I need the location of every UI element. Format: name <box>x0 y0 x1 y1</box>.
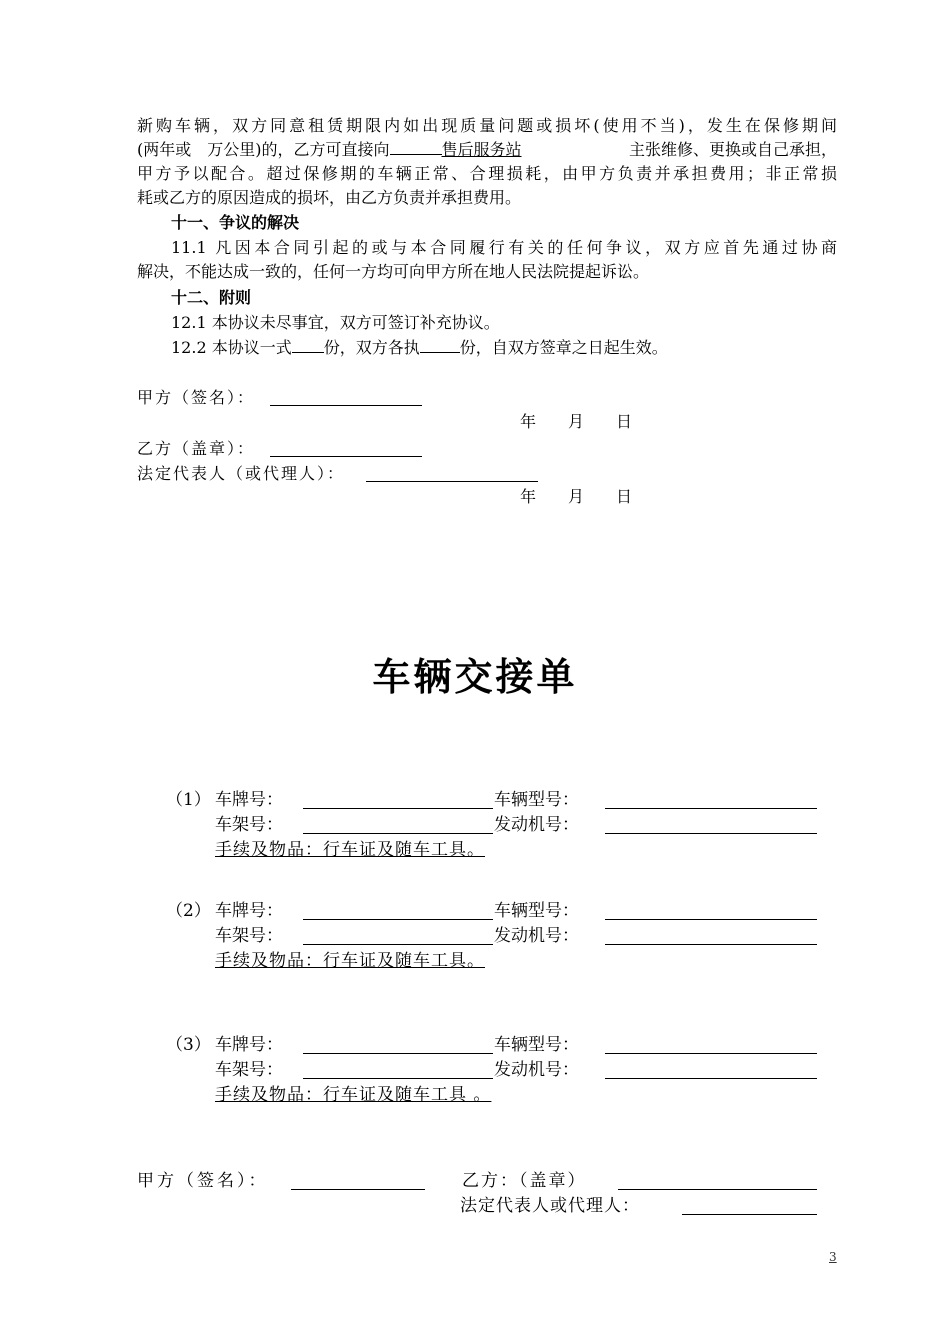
item-3-model-line <box>605 1053 817 1054</box>
handover-party-b-seal-line <box>618 1189 817 1190</box>
section-12-2-mid: 份，双方各执 <box>323 338 420 357</box>
contract-date-1: 年 月 日 <box>520 412 633 431</box>
section-11-1-line-1: 11.1 凡因本合同引起的或与本合同履行有关的任何争议，双方应首先通过协商 <box>171 238 837 257</box>
item-3-engine-label: 发动机号： <box>494 1060 579 1080</box>
handover-party-a-signature-line <box>291 1189 425 1190</box>
section-12-heading: 十二、附则 <box>171 288 252 307</box>
page-number: 3 <box>829 1250 837 1264</box>
item-1-docs: 手续及物品：行车证及随车工具。 <box>215 840 485 860</box>
item-2-model-label: 车辆型号： <box>494 901 579 921</box>
item-1-engine-label: 发动机号： <box>494 815 579 835</box>
item-1-model-line <box>605 808 817 809</box>
warranty-line-2-pre: (两年或 万公里)的，乙方可直接向 <box>137 140 390 159</box>
item-2-plate-label: 车牌号： <box>215 901 283 921</box>
item-1-engine-line <box>605 833 817 834</box>
handover-legal-rep-label: 法定代表人或代理人： <box>460 1196 640 1216</box>
section-12-2 <box>137 336 837 360</box>
item-1-model-label: 车辆型号： <box>494 790 579 810</box>
section-12-2-pre: 12.2 本协议一式 <box>171 338 292 357</box>
section-11-heading: 十一、争议的解决 <box>171 213 300 232</box>
blank-service-station <box>390 154 442 155</box>
item-2-engine-label: 发动机号： <box>494 926 579 946</box>
warranty-line-2 <box>137 138 837 162</box>
item-2-frame-line <box>303 944 493 945</box>
item-3-model-label: 车辆型号： <box>494 1035 579 1055</box>
item-1-plate-label: 车牌号： <box>215 790 283 810</box>
item-2-plate-line <box>303 919 493 920</box>
item-2-docs: 手续及物品：行车证及随车工具。 <box>215 951 485 971</box>
contract-party-a-signature-line <box>270 405 422 406</box>
item-3-frame-label: 车架号： <box>215 1060 283 1080</box>
handover-party-b-label: 乙方：（盖章） <box>462 1171 587 1191</box>
item-2-model-line <box>605 919 817 920</box>
copies-total-blank <box>292 352 324 353</box>
contract-party-b-label: 乙方（盖章）： <box>137 439 256 458</box>
item-3-frame-line <box>303 1078 493 1079</box>
item-3-plate-label: 车牌号： <box>215 1035 283 1055</box>
handover-party-a-label: 甲方（签名）： <box>137 1171 269 1191</box>
item-2-index: （2） <box>166 901 211 921</box>
contract-party-a-label: 甲方（签名）： <box>137 388 256 407</box>
item-1-plate-line <box>303 808 493 809</box>
warranty-line-3: 甲方予以配合。超过保修期的车辆正常、合理损耗，由甲方负责并承担费用；非正常损 <box>137 164 837 183</box>
copies-each-blank <box>420 352 460 353</box>
service-station-text: 售后服务站 <box>441 140 522 159</box>
warranty-line-1: 新购车辆，双方同意租赁期限内如出现质量问题或损坏(使用不当)，发生在保修期间 <box>137 116 837 135</box>
item-3-engine-line <box>605 1078 817 1079</box>
section-11-1-line-2: 解决，不能达成一致的，任何一方均可向甲方所在地人民法院提起诉讼。 <box>137 262 650 281</box>
item-1-frame-line <box>303 833 493 834</box>
contract-legal-rep-line <box>366 481 538 482</box>
section-12-2-post: 份，自双方签章之日起生效。 <box>459 338 668 357</box>
handover-legal-rep-line <box>682 1214 817 1215</box>
warranty-line-4: 耗或乙方的原因造成的损坏，由乙方负责并承担费用。 <box>137 188 522 207</box>
item-2-engine-line <box>605 944 817 945</box>
contract-legal-rep-label: 法定代表人（或代理人）： <box>137 464 346 483</box>
item-2-frame-label: 车架号： <box>215 926 283 946</box>
item-1-frame-label: 车架号： <box>215 815 283 835</box>
warranty-line-2-post: 主张维修、更换或自己承担， <box>628 140 837 159</box>
contract-date-2: 年 月 日 <box>520 487 633 506</box>
item-1-index: （1） <box>166 790 211 810</box>
contract-party-b-seal-line <box>270 456 422 457</box>
section-12-1: 12.1 本协议未尽事宜，双方可签订补充协议。 <box>171 313 500 332</box>
handover-title: 车辆交接单 <box>372 654 578 699</box>
item-3-index: （3） <box>166 1035 211 1055</box>
item-3-docs: 手续及物品：行车证及随车工具 。 <box>215 1085 492 1105</box>
item-3-plate-line <box>303 1053 493 1054</box>
